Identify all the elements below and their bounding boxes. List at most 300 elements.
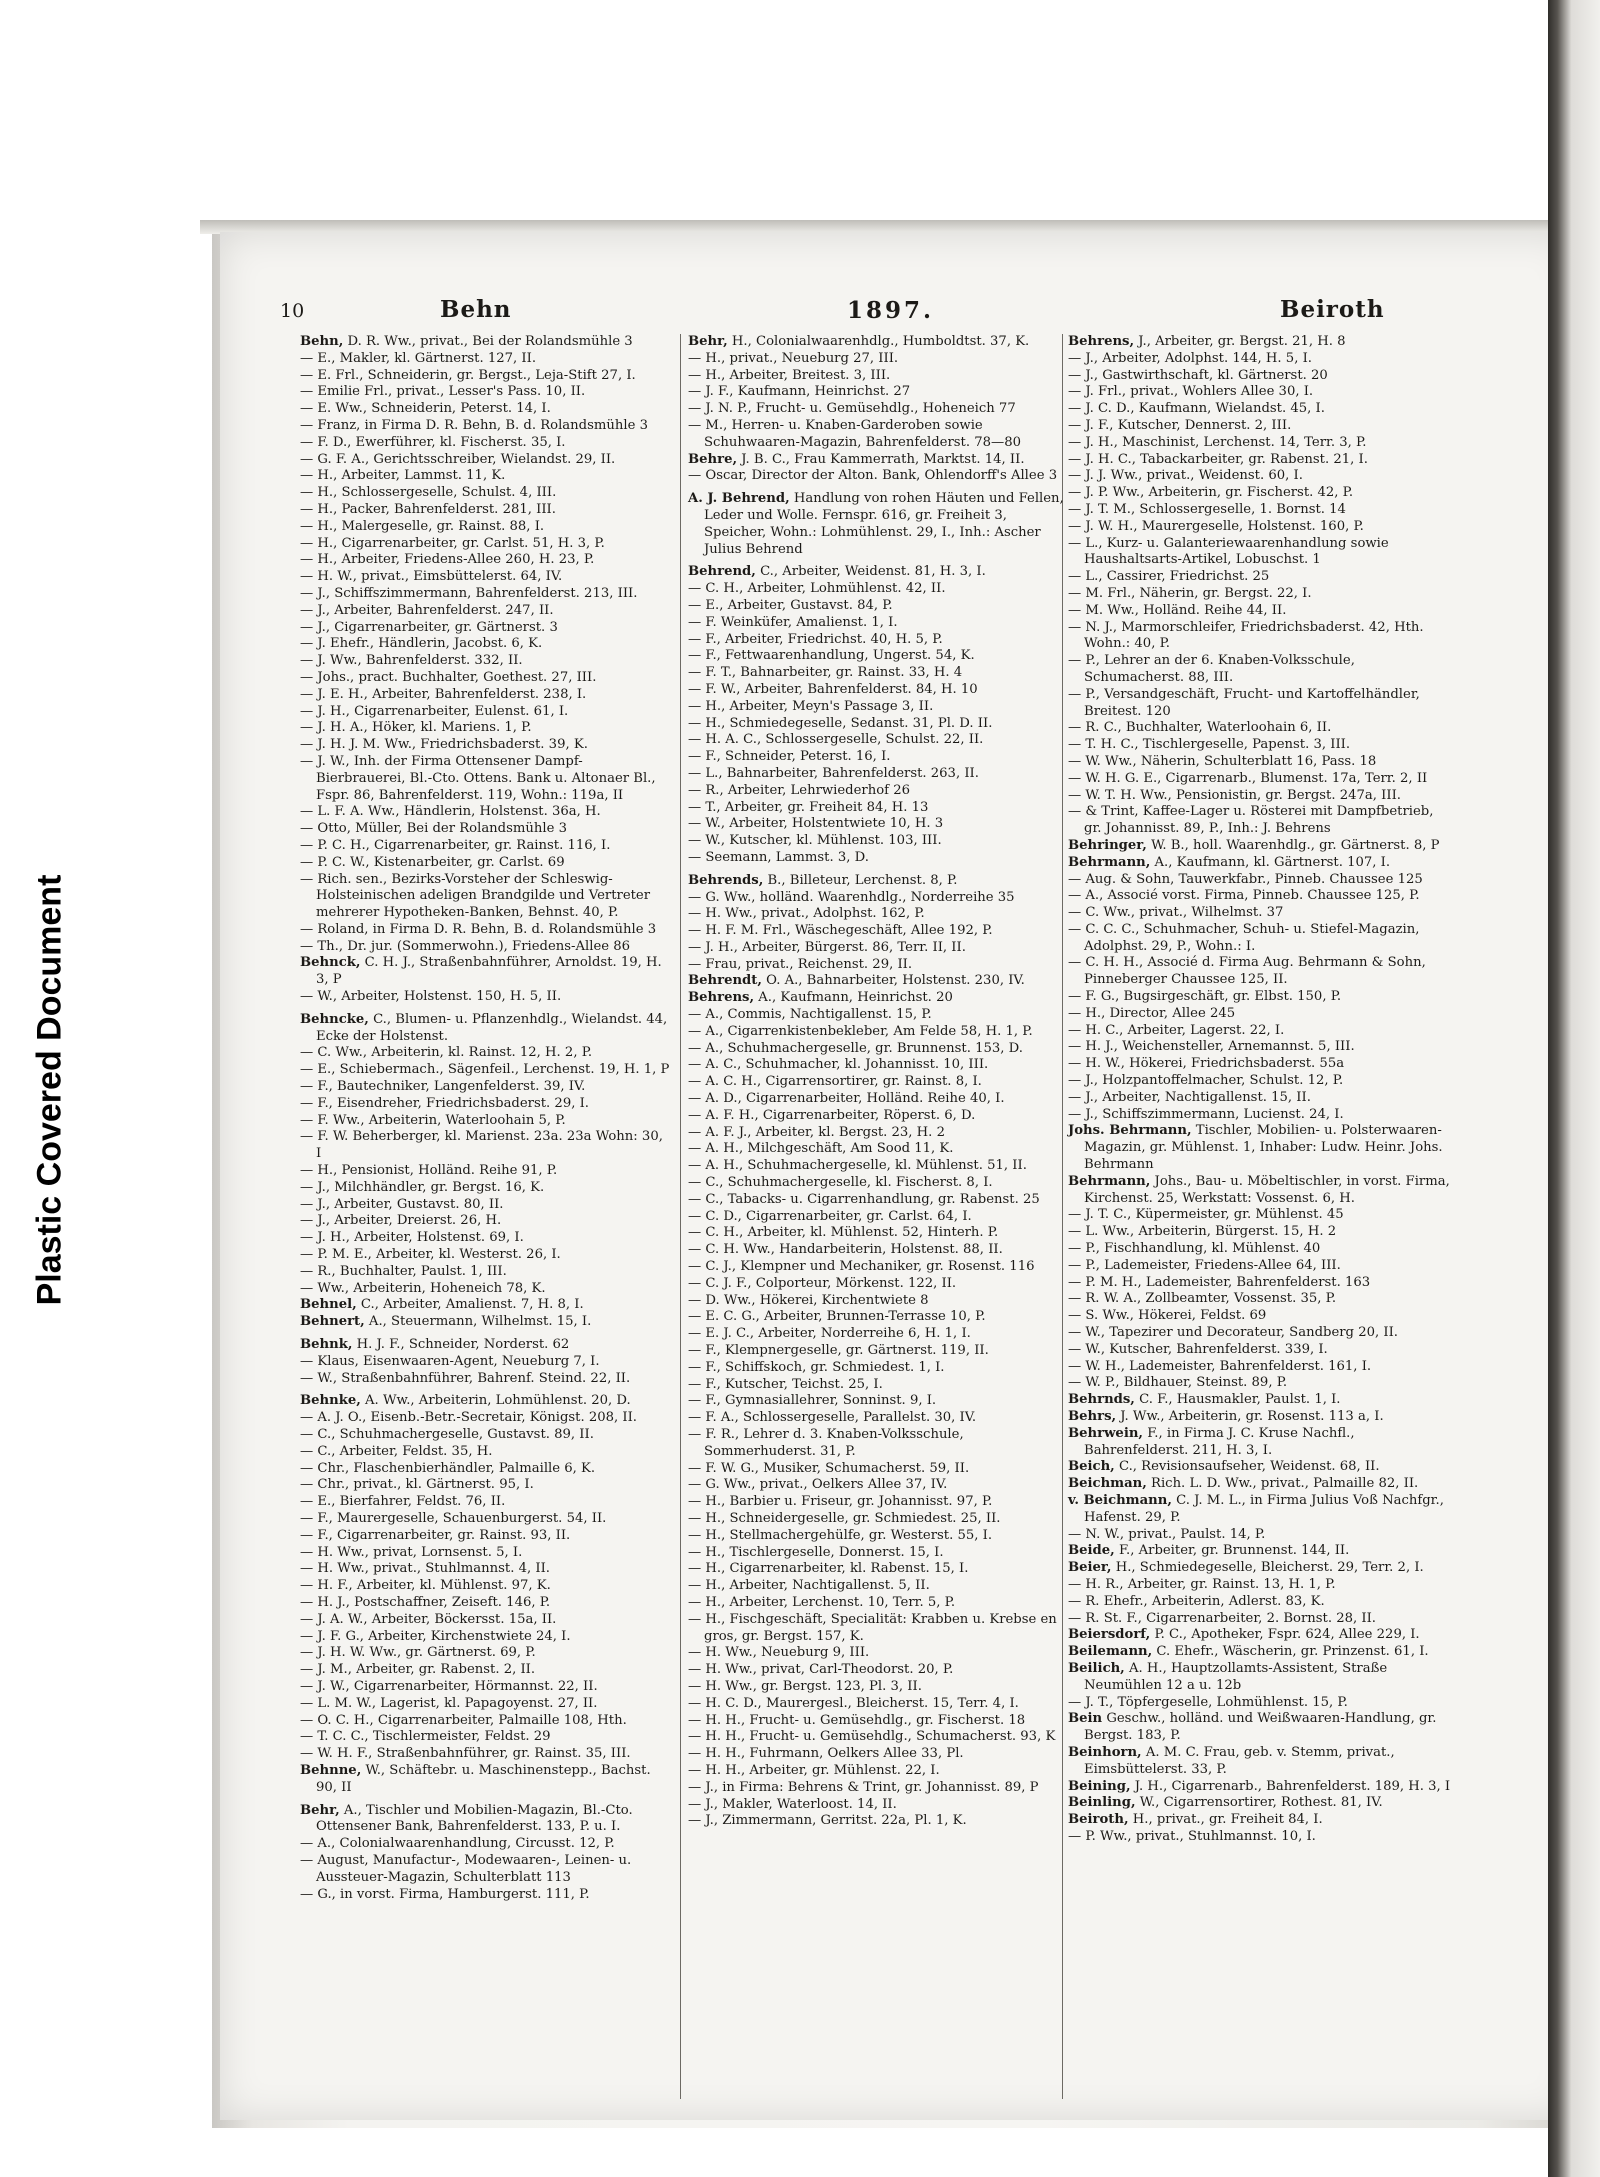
directory-entry	[300, 1836, 672, 1853]
directory-entry	[300, 955, 672, 989]
directory-entry	[300, 1561, 672, 1578]
entry-text: — A. H., Schuhmachergeselle, kl. Mühlenst. 51, II.	[688, 1158, 1027, 1174]
entry-text: D. R. Ww., privat., Bei der Rolandsmühle 3	[343, 334, 633, 349]
directory-entry	[688, 1578, 1070, 1595]
entry-text: — A., Associé vorst. Firma, Pinneb. Chaussee 125, P.	[1068, 888, 1420, 904]
entry-text: — W., Tapezirer und Decorateur, Sandberg 20, II.	[1068, 1325, 1398, 1341]
entry-text: — J. H., Cigarrenarbeiter, Eulenst. 61, I.	[300, 703, 569, 719]
entry-text: — N. J., Marmorschleifer, Friedrichsbaderst. 42, Hth. Wohn.: 40, P.	[1068, 619, 1424, 652]
entry-text: — J. H. J. M. Ww., Friedrichsbaderst. 39, K.	[300, 737, 588, 753]
directory-entry	[688, 1276, 1070, 1293]
entry-text: — H. Ww., privat., Stuhlmannst. 4, II.	[300, 1561, 550, 1577]
directory-entry	[300, 1337, 672, 1354]
entry-surname: Behre,	[688, 451, 738, 467]
directory-entry	[300, 1629, 672, 1646]
entry-surname: Behnne,	[300, 1762, 362, 1778]
directory-entry	[688, 973, 1070, 990]
directory-entry	[688, 452, 1070, 469]
directory-entry	[300, 401, 672, 418]
entry-text: — J. T. M., Schlossergeselle, 1. Bornst. 14	[1068, 501, 1346, 517]
entry-text: — A. F. H., Cigarrenarbeiter, Röperst. 6, D.	[688, 1107, 976, 1123]
directory-entry	[688, 1192, 1070, 1209]
entry-text: — E. Ww., Schneiderin, Peterst. 14, I.	[300, 401, 551, 417]
entry-text: — E., Arbeiter, Gustavst. 84, P.	[688, 597, 893, 613]
directory-column-2	[688, 334, 1070, 1830]
directory-column-3	[1068, 334, 1452, 1846]
entry-text: — August, Manufactur-, Modewaaren-, Leinen- u. Aussteuer-Magazin, Schulterblatt 113	[300, 1852, 632, 1885]
entry-text: — A. J. O., Eisenb.-Betr.-Secretair, Königst. 208, II.	[300, 1410, 637, 1426]
directory-entry	[1068, 1695, 1452, 1712]
entry-text: — A. C. H., Cigarrensortirer, gr. Rainst. 8, I.	[688, 1074, 982, 1090]
entry-text: — Roland, in Firma D. R. Behn, B. d. Rolandsmühle 3	[300, 921, 657, 937]
entry-text: — C. Ww., Arbeiterin, kl. Rainst. 12, H. 2, P.	[300, 1045, 593, 1061]
entry-text: — F., Kutscher, Teichst. 25, I.	[688, 1376, 883, 1392]
directory-entry	[688, 418, 1070, 452]
entry-text: — Frau, privat., Reichenst. 29, II.	[688, 956, 913, 972]
entry-text: — A., Colonialwaarenhandlung, Circusst. 12, P.	[300, 1836, 615, 1852]
entry-text: — T., Arbeiter, gr. Freiheit 84, H. 13	[688, 799, 929, 815]
entry-text: — W., Kutscher, Bahrenfelderst. 339, I.	[1068, 1341, 1328, 1357]
entry-text: — E., Makler, kl. Gärtnerst. 127, II.	[300, 350, 537, 366]
directory-entry	[688, 632, 1070, 649]
entry-text: — R. W. A., Zollbeamter, Vossenst. 35, P.	[1068, 1291, 1337, 1307]
directory-entry	[300, 1197, 672, 1214]
entry-surname: Behnck,	[300, 955, 361, 971]
directory-entry	[1068, 1174, 1452, 1208]
entry-text: — H. Ww., Neueburg 9, III.	[688, 1645, 870, 1661]
entry-text: C. F., Hausmakler, Paulst. 1, I.	[1134, 1392, 1341, 1408]
directory-entry	[300, 1612, 672, 1629]
entry-text: — H., Arbeiter, Nachtigallenst. 5, II.	[688, 1578, 930, 1594]
entry-text: — L., Bahnarbeiter, Bahrenfelderst. 263, II.	[688, 765, 979, 781]
entry-text: — J., Makler, Waterloost. 14, II.	[688, 1796, 897, 1812]
directory-entry	[1068, 1795, 1452, 1812]
entry-text: — L. M. W., Lagerist, kl. Papagoyenst. 27, II.	[300, 1695, 598, 1711]
directory-entry	[1068, 401, 1452, 418]
entry-text: — L., Cassirer, Friedrichst. 25	[1068, 569, 1270, 585]
entry-text: — T. C. C., Tischlermeister, Feldst. 29	[300, 1729, 551, 1745]
directory-entry	[300, 939, 672, 956]
entry-surname: Johs. Behrmann,	[1068, 1123, 1192, 1139]
entry-text: C., Blumen- u. Pflanzenhdlg., Wielandst. 44, Ecke der Holstenst.	[316, 1011, 668, 1044]
entry-text: — J. H. A., Höker, kl. Mariens. 1, P.	[300, 720, 532, 736]
entry-text: — S. Ww., Hökerei, Feldst. 69	[1068, 1308, 1267, 1324]
entry-surname: Beiersdorf,	[1068, 1627, 1151, 1643]
entry-surname: Beide,	[1068, 1543, 1115, 1559]
directory-entry	[688, 699, 1070, 716]
entry-text: — G. Ww., holländ. Waarenhdlg., Norderreihe 35	[688, 889, 1015, 905]
entry-text: A., Tischler und Mobilien-Magazin, Bl.-Cto. Ottensener Bank, Bahrenfelderst. 133, P. u. I.	[316, 1802, 633, 1835]
entry-text: — P. Ww., privat., Stuhlmannst. 10, I.	[1068, 1828, 1316, 1844]
entry-text: F., Arbeiter, gr. Brunnenst. 144, II.	[1114, 1543, 1350, 1559]
entry-surname: Behr,	[300, 1802, 340, 1818]
entry-text: P. C., Apotheker, Fspr. 624, Allee 229, I.	[1150, 1627, 1420, 1643]
directory-entry	[300, 1113, 672, 1130]
entry-text: A. Ww., Arbeiterin, Lohmühlenst. 20, D.	[360, 1393, 631, 1409]
entry-text: — H., Packer, Bahrenfelderst. 281, III.	[300, 501, 556, 517]
entry-surname: Behrmann,	[1068, 1173, 1151, 1189]
entry-text: — W. H. F., Straßenbahnführer, gr. Rainst. 35, III.	[300, 1746, 631, 1762]
entry-text: — J. F., Kutscher, Dennerst. 2, III.	[1068, 417, 1292, 433]
entry-text: — P., Versandgeschäft, Frucht- und Kartoffelhändler, Breitest. 120	[1068, 686, 1420, 719]
directory-entry	[1068, 1241, 1452, 1258]
directory-entry	[1068, 519, 1452, 536]
directory-entry	[688, 990, 1070, 1007]
entry-text: — H., Arbeiter, Breitest. 3, III.	[688, 367, 891, 383]
directory-entry	[1068, 1359, 1452, 1376]
directory-entry	[300, 1461, 672, 1478]
directory-entry	[688, 833, 1070, 850]
directory-entry	[300, 636, 672, 653]
entry-text: — P., Fischhandlung, kl. Mühlenst. 40	[1068, 1241, 1321, 1257]
directory-entry	[300, 368, 672, 385]
entry-text: — J. T. C., Küpermeister, gr. Mühlenst. 45	[1068, 1207, 1344, 1223]
directory-entry	[1068, 1661, 1452, 1695]
entry-text: — Rich. sen., Bezirks-Vorsteher der Schleswig-Holsteinischen adeligen Brandgilde und Vertreter mehrerer Hypotheken-Banken, Behnst. 40, P.	[300, 871, 651, 921]
entry-text: — O. C. H., Cigarrenarbeiter, Palmaille 108, Hth.	[300, 1712, 627, 1728]
directory-entry	[1068, 754, 1452, 771]
directory-entry	[300, 468, 672, 485]
entry-text: — C., Tabacks- u. Cigarrenhandlung, gr. Rabenst. 25	[688, 1191, 1040, 1207]
directory-entry	[300, 586, 672, 603]
entry-text: — J., Arbeiter, Adolphst. 144, H. 5, I.	[1068, 350, 1312, 366]
entry-surname: Behrmann,	[1068, 854, 1151, 870]
column-divider	[680, 334, 681, 2099]
entry-text: A. H., Hauptzollamts-Assistent, Straße Neumühlen 12 a u. 12b	[1084, 1660, 1388, 1693]
running-header	[272, 298, 1512, 330]
entry-text: — Aug. & Sohn, Tauwerkfabr., Pinneb. Chaussee 125	[1068, 871, 1423, 887]
entry-text: — H., privat., Neueburg 27, III.	[688, 350, 899, 366]
entry-text: — C. H. H., Associé d. Firma Aug. Behrmann & Sohn, Pinneberger Chaussee 125, II.	[1068, 955, 1426, 988]
directory-entry	[300, 1853, 672, 1887]
entry-text: — & Trint, Kaffee-Lager u. Rösterei mit Dampfbetrieb, gr. Johannisst. 89, P., Inh.: J. Behrens	[1068, 804, 1434, 837]
entry-text: C., Arbeiter, Amalienst. 7, H. 8, I.	[356, 1297, 584, 1313]
directory-entry	[300, 452, 672, 469]
entry-surname: Behrend,	[688, 564, 756, 580]
directory-entry	[1068, 1023, 1452, 1040]
entry-text: — A. C., Schuhmacher, kl. Johannisst. 10, III.	[688, 1057, 989, 1073]
directory-entry	[300, 1528, 672, 1545]
entry-text: — Franz, in Firma D. R. Behn, B. d. Rolandsmühle 3	[300, 417, 648, 433]
entry-text: — J. H., Arbeiter, Bürgerst. 86, Terr. II, II.	[688, 939, 966, 955]
directory-entry	[1068, 569, 1452, 586]
entry-text: — J. H. W. Ww., gr. Gärtnerst. 69, P.	[300, 1645, 536, 1661]
directory-entry	[688, 615, 1070, 632]
entry-text: — J. H. C., Tabackarbeiter, gr. Rabenst. 21, I.	[1068, 451, 1368, 467]
directory-entry	[1068, 485, 1452, 502]
directory-entry	[1068, 1459, 1452, 1476]
entry-text: — C., Schuhmachergeselle, Gustavst. 89, II.	[300, 1427, 594, 1442]
entry-text: — M. Frl., Näherin, gr. Bergst. 22, I.	[1068, 585, 1312, 601]
entry-text: — J., Arbeiter, Dreierst. 26, H.	[300, 1213, 502, 1229]
entry-text: — H., Stellmachergehülfe, gr. Westerst. 55, I.	[688, 1527, 993, 1543]
directory-entry	[688, 1528, 1070, 1545]
directory-entry	[1068, 1779, 1452, 1796]
directory-entry	[688, 581, 1070, 598]
entry-text: — W., Straßenbahnführer, Bahrenf. Steind. 22, II.	[300, 1370, 631, 1386]
directory-entry	[1068, 468, 1452, 485]
directory-entry	[1068, 384, 1452, 401]
entry-text: — P. M. E., Arbeiter, kl. Westerst. 26, I.	[300, 1247, 561, 1263]
entry-text: — E. C. G., Arbeiter, Brunnen-Terrasse 10, P.	[688, 1309, 986, 1325]
directory-entry	[688, 1545, 1070, 1562]
entry-text: — L., Kurz- u. Galanteriewaarenhandlung sowie Haushaltsarts-Artikel, Lobuschst. 1	[1068, 535, 1389, 568]
directory-entry	[1068, 536, 1452, 570]
entry-text: — C. H., Arbeiter, kl. Mühlenst. 52, Hinterh. P.	[688, 1225, 999, 1241]
directory-entry	[1068, 586, 1452, 603]
entry-text: — J. W. H., Maurergeselle, Holstenst. 160, P.	[1068, 518, 1364, 534]
directory-entry	[688, 401, 1070, 418]
entry-text: — F., Schneider, Peterst. 16, I.	[688, 749, 891, 765]
directory-entry	[1068, 922, 1452, 956]
directory-entry	[688, 716, 1070, 733]
directory-entry	[1068, 1711, 1452, 1745]
directory-entry	[300, 1662, 672, 1679]
directory-entry	[688, 749, 1070, 766]
directory-entry	[300, 1595, 672, 1612]
entry-text: — D. Ww., Hökerei, Kirchentwiete 8	[688, 1292, 929, 1308]
entry-text: — M. Ww., Holländ. Reihe 44, II.	[1068, 602, 1287, 618]
entry-text: — A. F. J., Arbeiter, kl. Bergst. 23, H. 2	[688, 1124, 945, 1140]
entry-text: — F., Schiffskoch, gr. Schmiedest. 1, I.	[688, 1359, 945, 1375]
directory-entry	[688, 1645, 1070, 1662]
directory-entry	[1068, 1291, 1452, 1308]
entry-text: — Th., Dr. jur. (Sommerwohn.), Friedens-Allee 86	[300, 938, 631, 954]
directory-entry	[300, 754, 672, 804]
directory-entry	[300, 552, 672, 569]
entry-text: — P., Lehrer an der 6. Knaben-Volksschule, Schumacherst. 88, III.	[1068, 653, 1355, 685]
directory-entry	[688, 850, 1070, 867]
directory-entry	[1068, 334, 1452, 351]
directory-entry	[300, 1281, 672, 1298]
directory-entry	[300, 1012, 672, 1046]
directory-entry	[1068, 620, 1452, 654]
directory-entry	[688, 1057, 1070, 1074]
directory-entry	[1068, 1207, 1452, 1224]
entry-text: — H., Malergeselle, gr. Rainst. 88, I.	[300, 518, 545, 534]
entry-text: — Klaus, Eisenwaaren-Agent, Neueburg 7, I.	[300, 1353, 600, 1369]
directory-entry	[1068, 1611, 1452, 1628]
directory-entry	[300, 502, 672, 519]
entry-text: — H. C., Arbeiter, Lagerst. 22, I.	[1068, 1022, 1285, 1038]
entry-text: — F., Arbeiter, Friedrichst. 40, H. 5, P.	[688, 631, 943, 647]
directory-entry	[300, 1163, 672, 1180]
entry-text: — W. P., Bildhauer, Steinst. 89, P.	[1068, 1375, 1288, 1391]
entry-text: — C. H. Ww., Handarbeiterin, Holstenst. 88, II.	[688, 1242, 1003, 1258]
entry-text: — H. H., Arbeiter, gr. Mühlenst. 22, I.	[688, 1762, 940, 1778]
entry-text: — P. C. H., Cigarrenarbeiter, gr. Rainst. 116, I.	[300, 837, 611, 853]
directory-entry	[1068, 603, 1452, 620]
directory-entry	[688, 351, 1070, 368]
entry-text: — H., Arbeiter, Lerchenst. 10, Terr. 5, P.	[688, 1594, 956, 1610]
directory-entry	[300, 989, 672, 1006]
directory-entry	[688, 1427, 1070, 1461]
directory-entry	[688, 1511, 1070, 1528]
entry-surname: Behrs,	[1068, 1409, 1117, 1424]
entry-text: — E., Schiebermach., Sägenfeil., Lerchenst. 19, H. 1, P	[300, 1062, 670, 1078]
entry-surname: Behncke,	[300, 1011, 369, 1027]
entry-text: — P., Lademeister, Friedens-Allee 64, III.	[1068, 1257, 1341, 1273]
entry-text: W., Cigarrensortirer, Rothest. 81, IV.	[1135, 1795, 1383, 1811]
entry-text: — T. H. C., Tischlergeselle, Papenst. 3, III.	[1068, 737, 1351, 753]
directory-entry	[300, 653, 672, 670]
entry-text: B., Billeteur, Lerchenst. 8, P.	[763, 872, 958, 888]
entry-text: — N. W., privat., Paulst. 14, P.	[1068, 1526, 1266, 1542]
directory-entry	[300, 821, 672, 838]
entry-text: — R., Arbeiter, Lehrwiederhof 26	[688, 782, 911, 798]
directory-entry	[1068, 351, 1452, 368]
entry-text: — G. F. A., Gerichtsschreiber, Wielandst. 29, II.	[300, 451, 616, 467]
directory-entry	[688, 1679, 1070, 1696]
entry-text: — W. Ww., Näherin, Schulterblatt 16, Pass. 18	[1068, 753, 1377, 769]
entry-text: J. H., Cigarrenarb., Bahrenfelderst. 189, H. 3, I	[1130, 1778, 1451, 1794]
entry-text: — H., Fischgeschäft, Specialität: Krabben u. Krebse en gros, gr. Bergst. 157, K.	[688, 1611, 1057, 1644]
entry-text: — F. W. G., Musiker, Schumacherst. 59, II.	[688, 1460, 970, 1476]
entry-text: — J., Schiffszimmermann, Bahrenfelderst. 213, III.	[300, 585, 638, 601]
directory-entry	[300, 569, 672, 586]
entry-text: C. J. M. L., in Firma Julius Voß Nachfgr., Hafenst. 29, P.	[1084, 1492, 1444, 1525]
entry-text: — A., Commis, Nachtigallenst. 15, P.	[688, 1007, 932, 1023]
directory-entry	[688, 1410, 1070, 1427]
directory-entry	[300, 1297, 672, 1314]
directory-entry	[1068, 418, 1452, 435]
directory-entry	[1068, 1594, 1452, 1611]
directory-entry	[300, 1494, 672, 1511]
directory-entry	[688, 1293, 1070, 1310]
directory-entry	[300, 1230, 672, 1247]
directory-entry	[300, 855, 672, 872]
directory-entry	[300, 435, 672, 452]
entry-text: — A. D., Cigarrenarbeiter, Holländ. Reihe 40, I.	[688, 1091, 1005, 1107]
entry-text: C., Revisionsaufseher, Weidenst. 68, II.	[1114, 1459, 1380, 1475]
directory-entry	[1068, 1224, 1452, 1241]
directory-entry	[688, 384, 1070, 401]
entry-text: — H., Schneidergeselle, gr. Schmiedest. 25, II.	[688, 1510, 1001, 1526]
directory-entry	[300, 1887, 672, 1904]
directory-entry	[688, 1729, 1070, 1746]
directory-entry	[300, 1645, 672, 1662]
directory-entry	[1068, 989, 1452, 1006]
directory-entry	[688, 1259, 1070, 1276]
entry-text: — J. Ww., Bahrenfelderst. 332, II.	[300, 653, 523, 669]
directory-entry	[1068, 435, 1452, 452]
entry-text: — L. F. A. Ww., Händlerin, Holstenst. 36a, H.	[300, 804, 601, 820]
directory-entry	[688, 783, 1070, 800]
directory-entry	[1068, 1308, 1452, 1325]
entry-text: — F., Maurergeselle, Schauenburgerst. 54, II.	[300, 1510, 607, 1526]
directory-entry	[300, 1247, 672, 1264]
entry-text: — J. E. H., Arbeiter, Bahrenfelderst. 238, I.	[300, 686, 587, 702]
entry-text: — H. Ww., privat., Adolphst. 162, P.	[688, 906, 925, 922]
entry-text: — H., Schmiedegeselle, Sedanst. 31, Pl. D. II.	[688, 715, 993, 731]
directory-entry	[300, 1096, 672, 1113]
entry-text: — F., Fettwaarenhandlung, Ungerst. 54, K.	[688, 648, 975, 664]
directory-entry	[688, 1393, 1070, 1410]
entry-text: — H. H., Frucht- u. Gemüsehdlg., gr. Fischerst. 18	[688, 1712, 1026, 1728]
directory-entry	[688, 1595, 1070, 1612]
entry-text: — F. A., Schlossergeselle, Parallelst. 30, IV.	[688, 1410, 977, 1426]
entry-text: — J., Arbeiter, Gustavst. 80, II.	[300, 1196, 504, 1212]
directory-entry	[688, 564, 1070, 581]
entry-text: — H. Ww., gr. Bergst. 123, Pl. 3, II.	[688, 1678, 922, 1694]
directory-entry	[1068, 888, 1452, 905]
directory-entry	[1068, 1644, 1452, 1661]
entry-text: A. M. C. Frau, geb. v. Stemm, privat., Eimsbüttelerst. 33, P.	[1084, 1744, 1395, 1777]
entry-text: — P. C. W., Kistenarbeiter, gr. Carlst. 69	[300, 854, 565, 870]
entry-text: — J., Schiffszimmermann, Lucienst. 24, I.	[1068, 1106, 1344, 1122]
directory-entry	[688, 1175, 1070, 1192]
directory-entry	[688, 648, 1070, 665]
directory-entry	[300, 1696, 672, 1713]
entry-text: — H. Ww., privat, Carl-Theodorst. 20, P.	[688, 1662, 954, 1678]
entry-text: — A. H., Milchgeschäft, Am Sood 11, K.	[688, 1141, 954, 1157]
entry-text: — C., Schuhmachergeselle, kl. Fischerst. 8, I.	[688, 1175, 993, 1191]
entry-text: — W., Kutscher, kl. Mühlenst. 103, III.	[688, 833, 942, 849]
directory-entry	[300, 334, 672, 351]
directory-entry	[1068, 1527, 1452, 1544]
entry-surname: v. Beichmann,	[1068, 1492, 1172, 1508]
directory-entry	[688, 1780, 1070, 1797]
entry-text: — H., Director, Allee 245	[1068, 1005, 1236, 1021]
directory-entry	[1068, 1325, 1452, 1342]
entry-text: — H. H., Fuhrmann, Oelkers Allee 33, Pl.	[688, 1746, 964, 1762]
directory-entry	[300, 1511, 672, 1528]
entry-text: — C., Arbeiter, Feldst. 35, H.	[300, 1443, 493, 1459]
entry-text: — H. Ww., privat, Lornsenst. 5, I.	[300, 1544, 523, 1560]
directory-entry	[688, 665, 1070, 682]
directory-entry	[1068, 788, 1452, 805]
entry-surname: Behrends,	[688, 872, 764, 888]
entry-surname: Behrnds,	[1068, 1392, 1135, 1408]
entry-text: H. J. F., Schneider, Norderst. 62	[352, 1337, 570, 1353]
entry-text: — J. M., Arbeiter, gr. Rabenst. 2, II.	[300, 1662, 536, 1678]
directory-entry	[1068, 1123, 1452, 1173]
directory-entry	[300, 519, 672, 536]
directory-entry	[300, 603, 672, 620]
directory-entry	[688, 1041, 1070, 1058]
directory-entry	[300, 1477, 672, 1494]
directory-entry	[1068, 1275, 1452, 1292]
entry-text: — J. C. D., Kaufmann, Wielandst. 45, I.	[1068, 401, 1325, 417]
entry-text: H., Schmiedegeselle, Bleicherst. 29, Terr. 2, I.	[1111, 1560, 1424, 1576]
directory-entry	[688, 1612, 1070, 1646]
directory-entry	[1068, 1560, 1452, 1577]
directory-entry	[688, 957, 1070, 974]
entry-surname: Behnel,	[300, 1297, 357, 1313]
side-label: Plastic Covered Document	[30, 874, 69, 1306]
directory-entry	[1068, 838, 1452, 855]
entry-text: C., Arbeiter, Weidenst. 81, H. 3, I.	[755, 564, 986, 580]
directory-entry	[300, 1746, 672, 1763]
directory-entry	[688, 1763, 1070, 1780]
entry-text: — H., Tischlergeselle, Donnerst. 15, I.	[688, 1544, 944, 1560]
directory-entry	[1068, 1426, 1452, 1460]
directory-entry	[300, 1079, 672, 1096]
directory-entry	[300, 620, 672, 637]
entry-text: A., Kaufmann, kl. Gärtnerst. 107, I.	[1150, 854, 1391, 870]
entry-text: — H., Barbier u. Friseur, gr. Johannisst. 97, P.	[688, 1494, 993, 1510]
directory-entry	[688, 1561, 1070, 1578]
entry-text: — R., Buchhalter, Paulst. 1, III.	[300, 1263, 507, 1279]
entry-text: H., privat., gr. Freiheit 84, I.	[1128, 1812, 1323, 1828]
entry-text: F., in Firma J. C. Kruse Nachfl., Bahrenfelderst. 211, H. 3, I.	[1084, 1425, 1355, 1458]
directory-entry	[688, 1141, 1070, 1158]
directory-entry	[1068, 687, 1452, 721]
entry-text: — F. G., Bugsirgeschäft, gr. Elbst. 150, P.	[1068, 989, 1342, 1005]
entry-text: — A., Schuhmachergeselle, gr. Brunnenst. 153, D.	[688, 1040, 1023, 1056]
entry-text: — J. P. Ww., Arbeiterin, gr. Fischerst. 42, P.	[1068, 485, 1354, 501]
entry-surname: Behrwein,	[1068, 1425, 1144, 1441]
